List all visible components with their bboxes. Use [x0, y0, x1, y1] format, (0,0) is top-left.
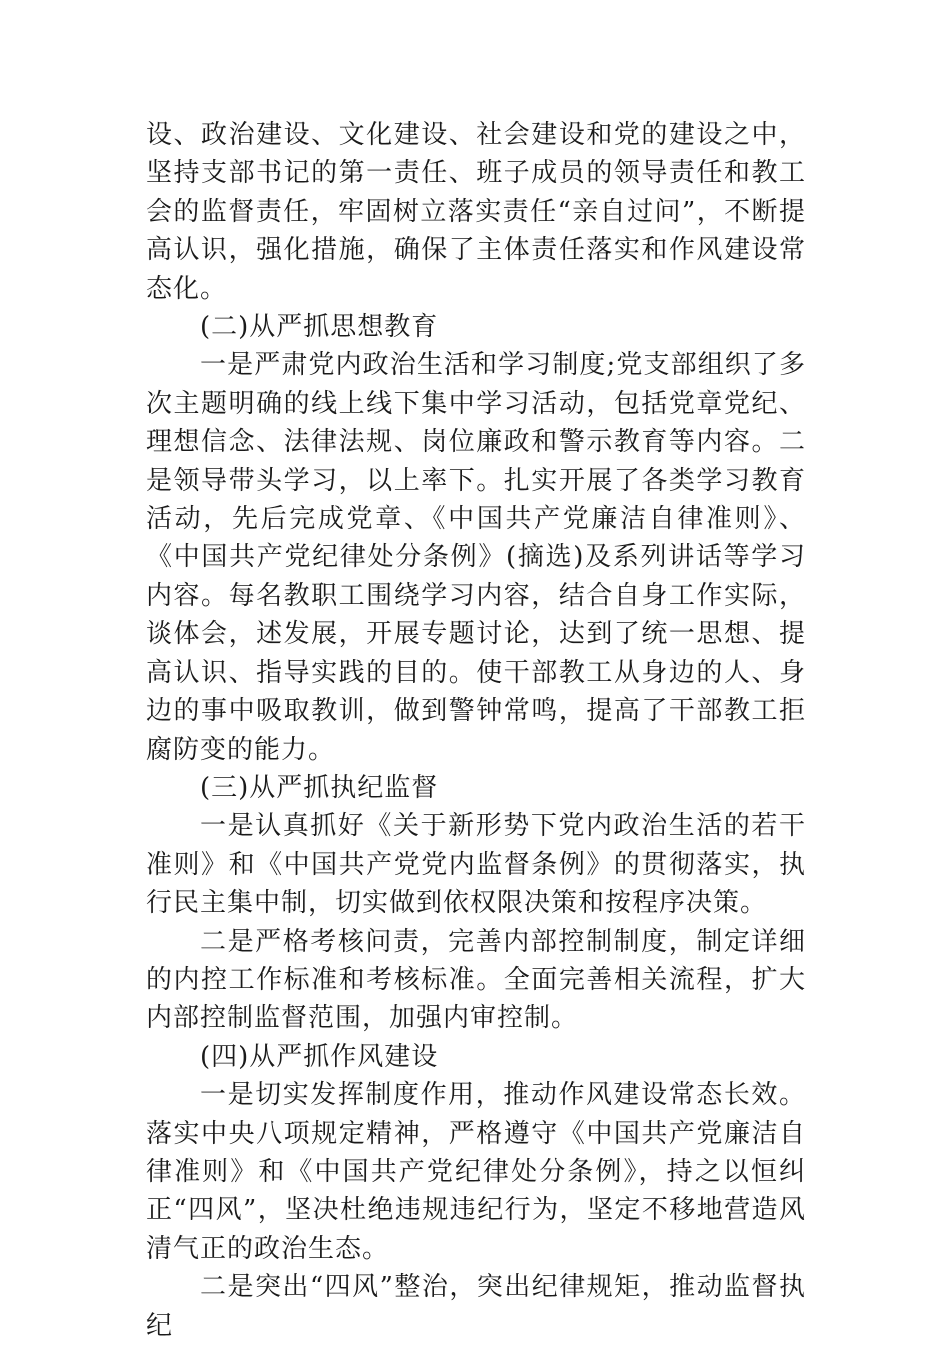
paragraph-work-style-1: 一是切实发挥制度作用，推动作风建设常态长效。落实中央八项规定精神，严格遵守《中国共产党廉洁自律准则》和《中国共产党纪律处分条例》，持之以恒纠正“四风”，坚决杜绝违规违纪行为，坚定不移地营造风清气正的政治生态。	[146, 1080, 806, 1264]
paragraph-continuation: 设、政治建设、文化建设、社会建设和党的建设之中，坚持支部书记的第一责任、班子成员的领导责任和教工会的监督责任，牢固树立落实责任“亲自过问”，不断提高认识，强化措施，确保了主体责任落实和作风建设常态化。	[146, 120, 806, 304]
paragraph-supervision-2: 二是严格考核问责，完善内部控制制度，制定详细的内控工作标准和考核标准。全面完善相关流程，扩大内部控制监督范围，加强内审控制。	[146, 926, 806, 1034]
section-heading-2: (二)从严抓思想教育	[200, 312, 439, 343]
paragraph-ideological-education: 一是严肃党内政治生活和学习制度;党支部组织了多次主题明确的线上线下集中学习活动，包括党章党纪、理想信念、法律法规、岗位廉政和警示教育等内容。二是领导带头学习，以上率下。扎实开展了各类学习教育活动，先后完成党章、《中国共产党廉洁自律准则》、《中国共产党纪律处分条例》(摘选)及系列讲话等学习内容。每名教职工围绕学习内容，结合自身工作实际，谈体会，述发展，开展专题讨论，达到了统一思想、提高认识、指导实践的目的。使干部教工从身边的人、身边的事中吸取教训，做到警钟常鸣，提高了干部教工拒腐防变的能力。	[146, 350, 806, 765]
section-heading-3: (三)从严抓执纪监督	[200, 772, 439, 803]
document-body	[146, 116, 806, 1345]
section-heading-4: (四)从严抓作风建设	[200, 1041, 439, 1072]
paragraph-supervision-1: 一是认真抓好《关于新形势下党内政治生活的若干准则》和《中国共产党党内监督条例》的贯彻落实，执行民主集中制，切实做到依权限决策和按程序决策。	[146, 811, 806, 919]
paragraph-work-style-2: 二是突出“四风”整治，突出纪律规矩，推动监督执纪	[146, 1272, 806, 1341]
